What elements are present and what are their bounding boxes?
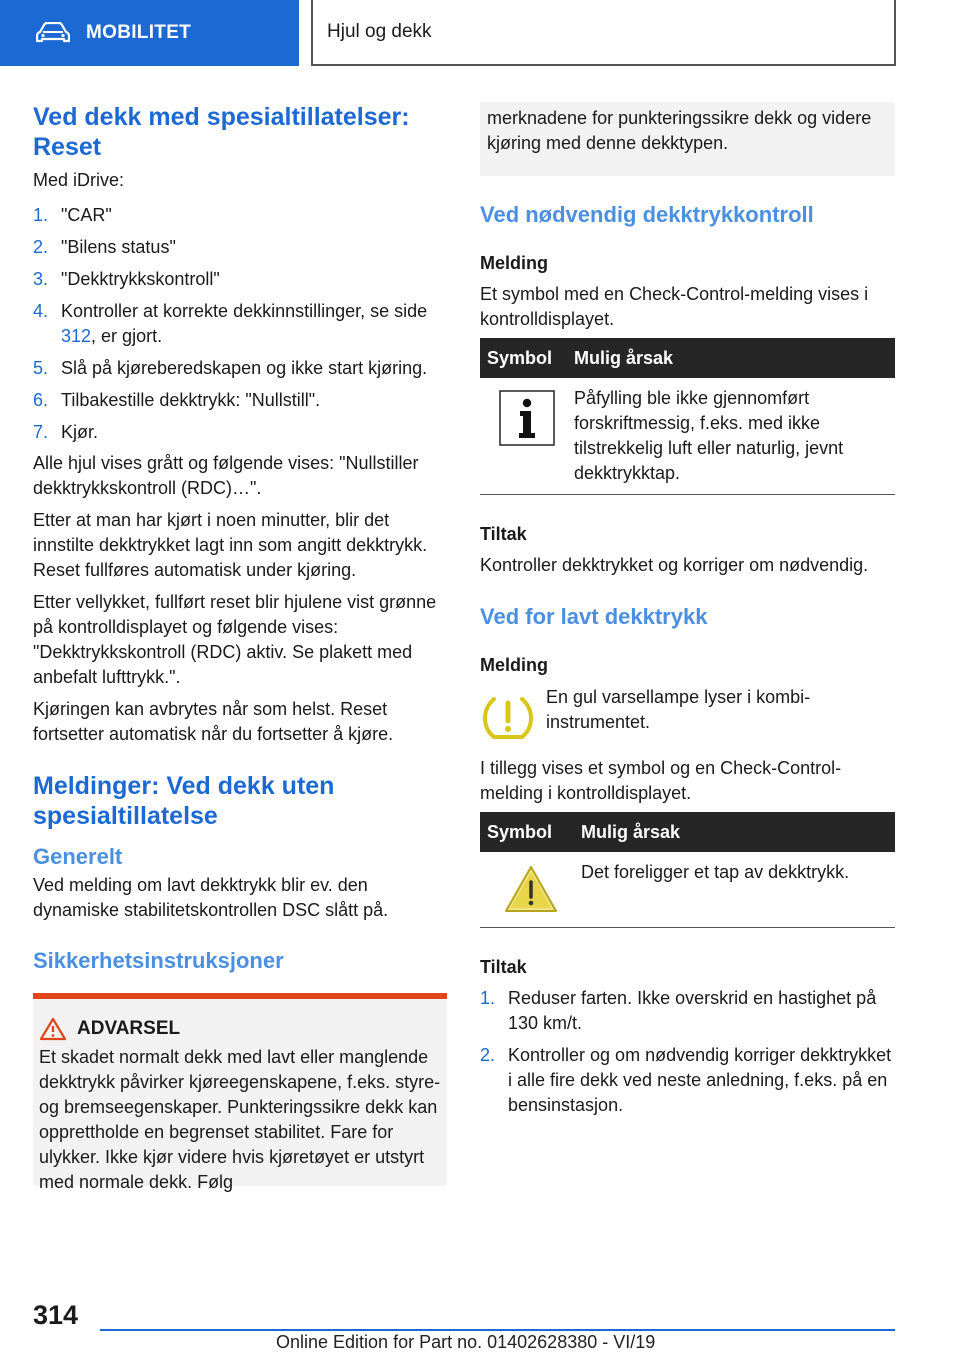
cause-text: Det foreligger et tap av dekktrykk. [581,862,850,882]
idrive-intro: Med iDrive: [33,170,125,190]
warning-text: Et skadet normalt dekk med lavt eller manglende dekktrykk påvirker kjøreegenskapene, f.eks. styre- og bremseegenskaper. Punkteringssikre dekk kan opprettholde en begrenset stabilitet. Fare for ulykker. Ikke kjør videre hvis kjøretøyet er utstyrt med normale dekk. Følg [39,1047,441,1192]
col-symbol: Symbol [487,821,553,842]
page-number: 314 [33,1300,79,1330]
list-item: 2. "Bilens status" [33,237,176,257]
low-pressure-heading: Ved for lavt dekktrykk [480,604,708,629]
yellow-warning-triangle-icon [503,864,559,914]
warning-title: ADVARSEL [77,1018,181,1039]
warning-continuation [480,102,895,176]
section-label: MOBILITET [86,22,192,43]
col-cause: Mulig årsak [581,821,681,842]
action-text: Kontroller dekktrykket og korriger om nødvendig. [480,555,869,575]
section-tab[interactable] [0,0,299,66]
reset-para-1: Alle hjul vises grått og følgende vises: "Nullstiller dekktrykkskontroll (RDC)…". [33,453,419,498]
table-header [480,812,895,852]
table-row [480,378,895,495]
reset-heading: Ved dekk med spesialtillatelser: Reset [33,103,410,161]
page-header [0,0,960,66]
reset-steps-list [33,203,447,445]
tire-pressure-warning-icon [480,695,536,741]
warning-triangle-icon [39,1017,67,1041]
footer-rule [100,1329,895,1331]
action-label: Tiltak [480,524,527,544]
table-row [480,852,895,928]
list-item: 3. "Dekktrykkskontroll" [33,269,220,289]
low-extra-text: I tillegg vises et symbol og en Check-Control-melding i kontrolldisplayet. [480,758,842,803]
list-item: 6. Tilbakestille dekktrykk: "Nullstill". [33,390,321,410]
continued-text: merknadene for punkteringssikre dekk og videre kjøring med denne dekktypen. [487,108,872,153]
reset-para-3: Etter vellykket, fullført reset blir hjulene vist grønne på kontrolldisplayet og følgende vises: "Dekktrykkskontroll (RDC) aktiv. Se plakett med anbefalt lufttrykk.". [33,592,437,687]
cause-text: Påfylling ble ikke gjennomført forskriftmessig, f.eks. med ikke tilstrekkelig luft eller naturlig, jevnt dekktrykktap. [574,388,844,483]
check-message: Et symbol med en Check-Control-melding vises i kontrolldisplayet. [480,284,869,329]
low-message-label: Melding [480,655,548,675]
list-item: 5. Slå på kjøreberedskapen og ikke start kjøring. [33,358,428,378]
general-heading: Generelt [33,844,123,869]
symbol-table-2 [480,812,895,928]
col-cause: Mulig årsak [574,347,674,368]
low-action-label: Tiltak [480,957,527,977]
reset-para-2: Etter at man har kjørt i noen minutter, blir det innstilte dekktrykket lagt inn som angitt dekktrykk. Reset fullføres automatisk under kjøring. [33,510,428,580]
reset-para-4: Kjøringen kan avbrytes når som helst. Reset fortsetter automatisk når du fortsetter å kjøre. [33,699,394,744]
messages-heading: Meldinger: Ved dekk uten spesialtillatelse [33,772,335,830]
low-action-steps [480,986,895,1118]
chapter-title: Hjul og dekk [311,0,896,66]
list-item: 4. Kontroller at korrekte dekkinnstillinger, se side 312, er gjort. [33,301,428,346]
safety-heading: Sikkerhetsinstruksjoner [33,948,284,973]
list-item: 1. "CAR" [33,205,112,225]
message-label: Melding [480,253,548,273]
info-icon [499,390,555,446]
edition-text: Online Edition for Part no. 01402628380 - VI/19 [276,1332,656,1352]
list-item: 7. Kjør. [33,422,99,442]
right-column [480,102,895,1118]
general-text: Ved melding om lavt dekktrykk blir ev. den dynamiske stabilitetskontrollen DSC slått på. [33,875,389,920]
table-header [480,338,895,378]
list-item: 1. Reduser farten. Ikke overskrid en hastighet på 130 km/t. [480,988,877,1033]
list-item: 2. Kontroller og om nødvendig korriger dekktrykket i alle fire dekk ved neste anledning, f.eks. på en bensinstasjon. [480,1045,892,1115]
left-column [33,102,447,1192]
lamp-text: En gul varsellampe lyser i kombi-instrumentet. [546,687,811,732]
car-icon [36,22,70,44]
page-link[interactable]: 312 [61,326,92,346]
warning-box [33,993,447,1192]
symbol-table-1 [480,338,895,495]
col-symbol: Symbol [487,347,553,368]
lamp-row [480,685,895,746]
check-heading: Ved nødvendig dekktrykkontroll [480,202,814,227]
